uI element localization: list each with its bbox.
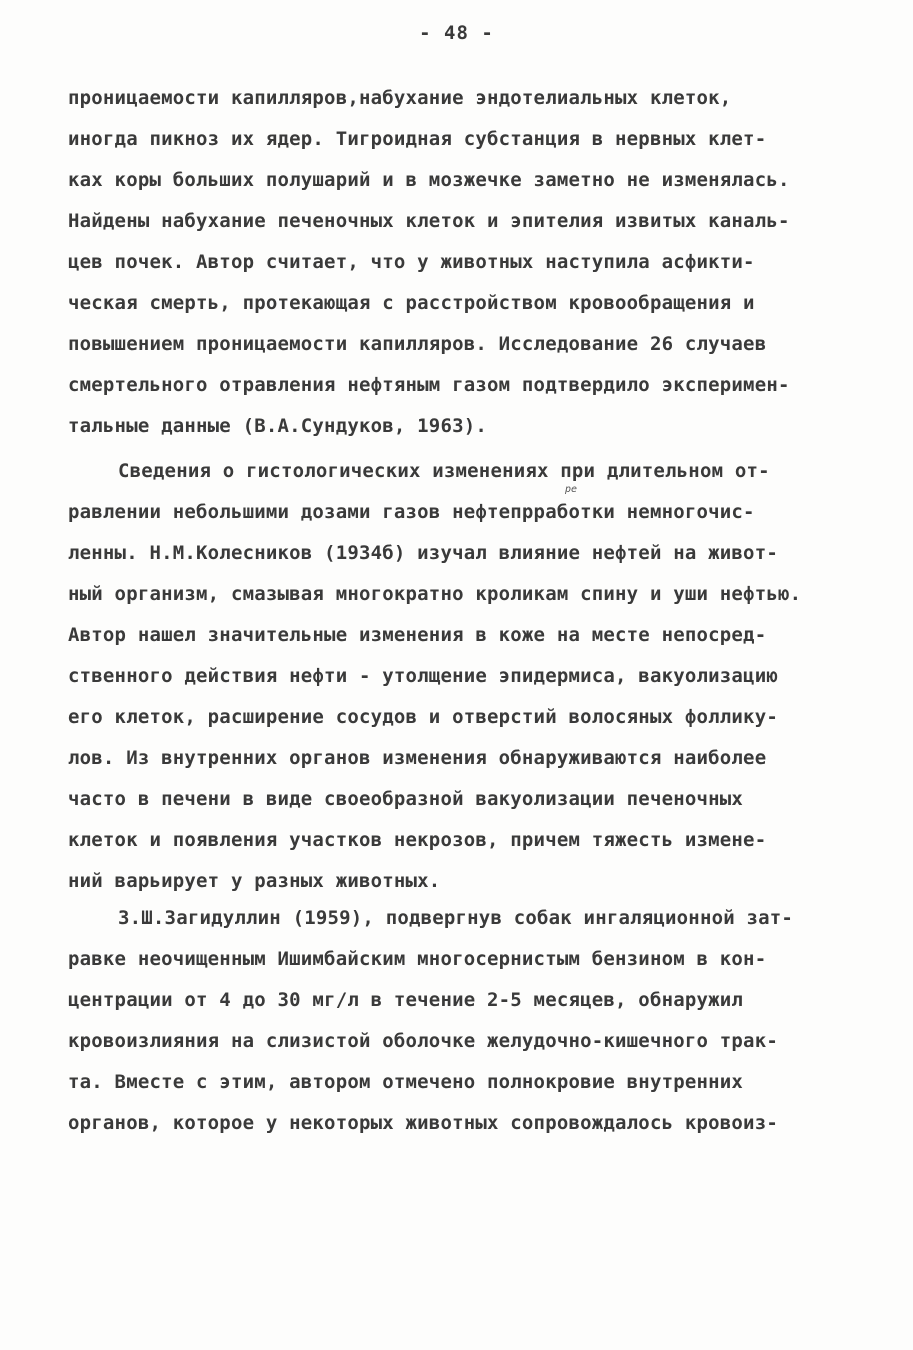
text-line: проницаемости капилляров,набухание эндотелиальных клеток, bbox=[68, 87, 732, 109]
text-line: кровоизлияния на слизистой оболочке желудочно-кишечного трак- bbox=[68, 1030, 778, 1052]
text-line: лов. Из внутренних органов изменения обнаруживаются наиболее bbox=[68, 747, 767, 769]
text-line: ческая смерть, протекающая с расстройством кровообращения и bbox=[68, 292, 755, 314]
text-line: ках коры больших полушарий и в мозжечке заметно не изменялась. bbox=[68, 169, 790, 191]
text-line: ный организм, смазывая многократно кроликам спину и уши нефтью. bbox=[68, 583, 802, 605]
text-line: Автор нашел значительные изменения в коже на месте непосред- bbox=[68, 624, 767, 646]
text-line: Сведения о гистологических изменениях при длительном от- bbox=[118, 460, 770, 482]
text-line: равке неочищенным Ишимбайским многосернистым бензином в кон- bbox=[68, 948, 767, 970]
text-line: та. Вместе с этим, автором отмечено полнокровие внутренних bbox=[68, 1071, 744, 1093]
text-line: центрации от 4 до 30 мг/л в течение 2-5 месяцев, обнаружил bbox=[68, 989, 744, 1011]
text-line: З.Ш.Загидуллин (1959), подвергнув собак ингаляционной зат- bbox=[118, 907, 794, 929]
text-line: тальные данные (В.А.Сундуков, 1963). bbox=[68, 415, 488, 437]
text-line: иногда пикноз их ядер. Тигроидная субстанция в нервных клет- bbox=[68, 128, 767, 150]
text-line: ний варьирует у разных животных. bbox=[68, 870, 441, 892]
text-line: равлении небольшими дозами газов нефтепрработки немногочис- bbox=[68, 501, 755, 523]
text-line: Найдены набухание печеночных клеток и эпителия извитых каналь- bbox=[68, 210, 790, 232]
text-line: его клеток, расширение сосудов и отверстий волосяных фоллику- bbox=[68, 706, 778, 728]
text-line: цев почек. Автор считает, что у животных наступила асфикти- bbox=[68, 251, 755, 273]
handwritten-correction: ре bbox=[565, 484, 578, 495]
text-line: смертельного отравления нефтяным газом подтвердило эксперимен- bbox=[68, 374, 790, 396]
text-line: ственного действия нефти - утолщение эпидермиса, вакуолизацию bbox=[68, 665, 778, 687]
text-line: клеток и появления участков некрозов, причем тяжесть измене- bbox=[68, 829, 767, 851]
text-line: ленны. Н.М.Колесников (1934б) изучал влияние нефтей на живот- bbox=[68, 542, 778, 564]
text-line: повышением проницаемости капилляров. Исследование 26 случаев bbox=[68, 333, 767, 355]
page-number: - 48 - bbox=[419, 22, 494, 44]
text-line: органов, которое у некоторых животных сопровождалось кровоиз- bbox=[68, 1112, 778, 1134]
text-line: часто в печени в виде своеобразной вакуолизации печеночных bbox=[68, 788, 744, 810]
